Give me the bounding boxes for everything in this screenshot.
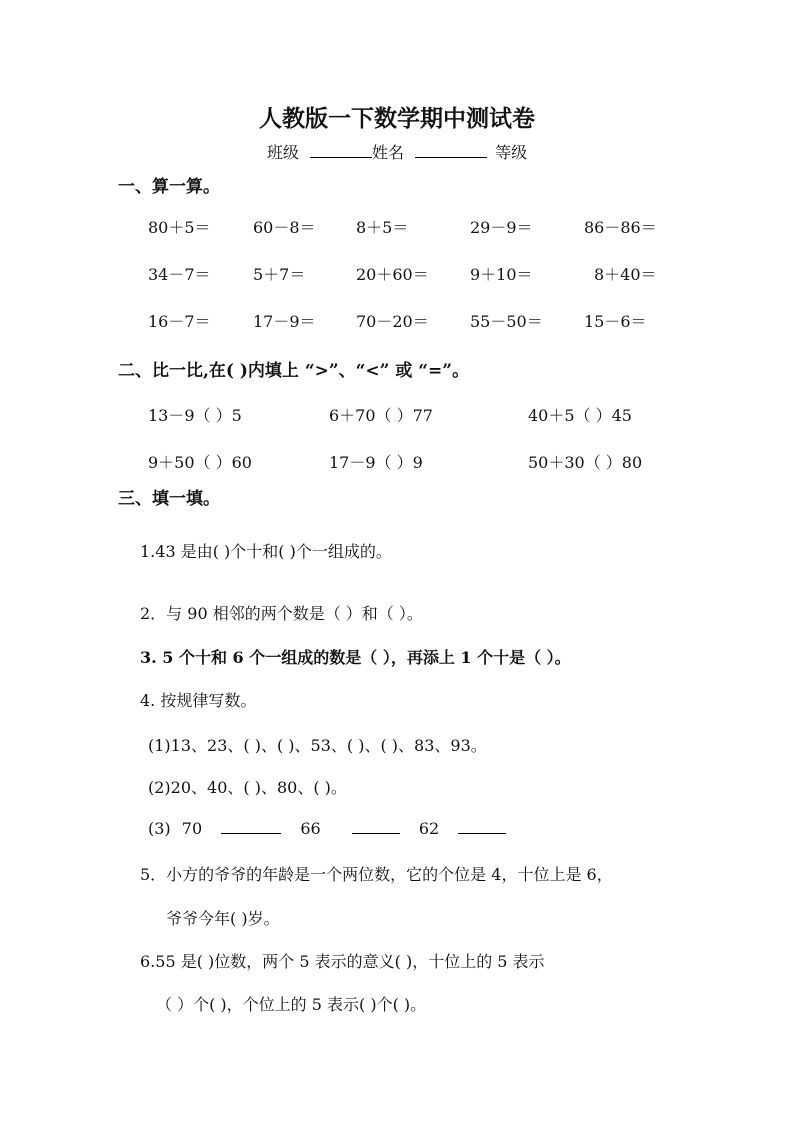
compare-item: 17－9（ ）9 bbox=[329, 453, 423, 472]
question-6-line-2: （ ）个( )，个位上的 5 表示( )个( )。 bbox=[156, 995, 427, 1014]
arith-item: 55－50＝ bbox=[470, 312, 543, 331]
arith-item: 86－86＝ bbox=[584, 218, 657, 237]
arith-item: 5＋7＝ bbox=[253, 265, 306, 284]
section2-heading: 二、比一比,在( )内填上 “>”、“<” 或 “=”。 bbox=[118, 361, 470, 381]
question-2: 2．与 90 相邻的两个数是（ ）和（ ）。 bbox=[140, 604, 423, 623]
section1-heading: 一、算一算。 bbox=[118, 177, 220, 197]
compare-item: 13－9（ ）5 bbox=[148, 406, 242, 425]
arith-item: 29－9＝ bbox=[470, 218, 533, 237]
compare-item: 6＋70（ ）77 bbox=[329, 406, 433, 425]
section3-heading: 三、填一填。 bbox=[118, 489, 220, 509]
arith-item: 60－8＝ bbox=[253, 218, 316, 237]
name-blank[interactable] bbox=[415, 143, 487, 158]
arith-item: 15－6＝ bbox=[584, 312, 647, 331]
question-1: 1.43 是由( )个十和( )个一组成的。 bbox=[140, 542, 392, 561]
question-4-part-2: (2)20、40、( )、80、( )。 bbox=[148, 778, 347, 797]
answer-blank[interactable] bbox=[458, 819, 506, 834]
compare-item: 50＋30（ ）80 bbox=[528, 453, 643, 472]
answer-blank[interactable] bbox=[221, 819, 281, 834]
question-4-part-3 bbox=[148, 819, 506, 838]
page-title: 人教版一下数学期中测试卷 bbox=[259, 105, 535, 132]
grade-label: 等级 bbox=[495, 143, 528, 162]
answer-blank[interactable] bbox=[352, 819, 400, 834]
class-blank[interactable] bbox=[310, 143, 372, 158]
name-label: 姓名 bbox=[371, 143, 404, 162]
compare-item: 40＋5（ ）45 bbox=[528, 406, 632, 425]
arith-item: 34－7＝ bbox=[148, 265, 211, 284]
question-5-line-2: 爷爷今年( )岁。 bbox=[166, 909, 280, 928]
arith-item: 9＋10＝ bbox=[470, 265, 533, 284]
arith-item: 80＋5＝ bbox=[148, 218, 211, 237]
student-info-line bbox=[0, 140, 794, 163]
sequence-value: 62 bbox=[418, 819, 440, 838]
sequence-value: 70 bbox=[181, 819, 203, 838]
part-3-prefix: (3) bbox=[148, 819, 171, 838]
arith-item: 8＋5＝ bbox=[356, 218, 409, 237]
question-4-part-1: (1)13、23、( )、( )、53、( )、( )、83、93。 bbox=[148, 736, 487, 755]
arith-item: 8＋40＝ bbox=[594, 265, 657, 284]
arith-item: 70－20＝ bbox=[356, 312, 429, 331]
question-6-line-1: 6.55 是( )位数，两个 5 表示的意义( )，十位上的 5 表示 bbox=[140, 952, 545, 971]
arith-item: 17－9＝ bbox=[253, 312, 316, 331]
question-4: 4. 按规律写数。 bbox=[140, 691, 257, 710]
arith-item: 16－7＝ bbox=[148, 312, 211, 331]
compare-item: 9＋50（ ）60 bbox=[148, 453, 252, 472]
arith-item: 20＋60＝ bbox=[356, 265, 429, 284]
question-3: 3. 5 个十和 6 个一组成的数是（ ），再添上 1 个十是（ ）。 bbox=[140, 648, 571, 667]
class-label: 班级 bbox=[266, 143, 299, 162]
question-5-line-1: 5．小方的爷爷的年龄是一个两位数，它的个位是 4，十位上是 6， bbox=[140, 865, 613, 884]
sequence-value: 66 bbox=[300, 819, 321, 838]
